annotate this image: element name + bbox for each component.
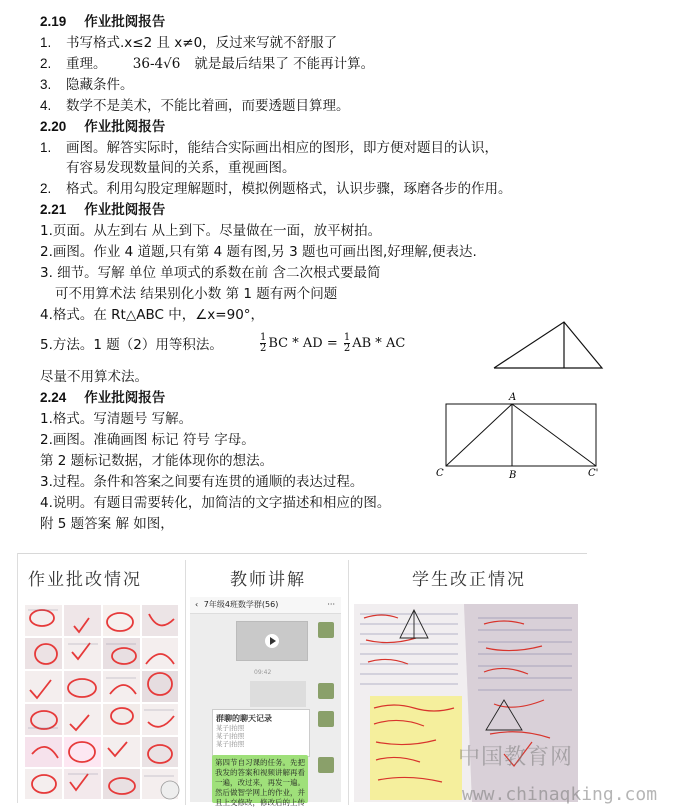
card-line: 某子|拍照 [216,740,245,748]
chat-header [190,597,341,614]
section-title-224: 2.24 作业批阅报告 [40,390,166,406]
list-item: 尽量不用算术法。 [40,369,148,385]
rect-diagonal-left [446,404,512,466]
list-item: 3.过程。条件和答案之间要有连贯的通顺的表达过程。 [40,474,364,490]
avatar [318,622,334,638]
chat-title: 7年级4班数学群(56) [203,600,279,609]
homework-collage [24,604,179,800]
watermark-text: 中国教育网 [458,745,574,770]
list-item: 4.格式。在 Rt△ABC 中，∠x=90°， [40,307,265,323]
timestamp: 09:42 [254,669,272,676]
avatar [318,683,334,699]
list-item: 1. 书写格式.x≤2 且 x≠0，反过来写就不舒服了 [40,35,338,51]
play-icon [265,634,279,648]
divider [17,553,18,803]
list-item: 2.画图。准确画图 标记 符号 字母。 [40,432,255,448]
list-item: 1.格式。写清题号 写解。 [40,411,193,427]
label-c-prime: C' [588,468,599,479]
list-item: 3. 细节。写解 单位 单项式的系数在前 含二次根式要最简 [40,265,381,281]
list-item: 4.说明。有题目需要转化，加简洁的文字描述和相应的图。 [40,495,391,511]
panel-title-student: 学生改正情况 [412,570,526,590]
section-title-219: 2.19 作业批阅报告 [40,14,166,30]
video-thumbnail [236,621,308,661]
card-title: 群聊的聊天记录 [216,714,272,723]
card-line: 某子|拍照 [216,724,245,732]
list-item: 3. 隐藏条件。 [40,77,134,93]
list-item: 2. 格式。利用勾股定理解题时，模拟例题格式，认识步骤，琢磨各步的作用。 [40,181,512,197]
rect-diagonal-right [512,404,596,466]
chat-screenshot [190,597,341,807]
list-item-continuation: 可不用算术法 结果别化小数 第 1 题有两个问题 [55,286,338,302]
card-line: 某子|拍照 [216,732,245,740]
formula: $\frac{1}{2}$ BC * AD = $\frac{1}{2}$ AB * AC [260,332,406,354]
math-expression: 36-4√6 [132,56,181,72]
list-item: 2.画图。作业 4 道题,只有第 4 题有图,另 3 题也可画出图,好理解,便表达. [40,244,477,260]
divider [348,560,349,805]
more-icon: ··· [327,600,335,609]
avatar [318,711,334,727]
panel-title-grading: 作业批改情况 [28,570,142,590]
panel-title-teacher: 教师讲解 [230,570,306,590]
section-title-220: 2.20 作业批阅报告 [40,119,166,135]
list-item: 2. 重理。 36-4√6 就是最后结果了 不能再计算。 [40,56,375,72]
graded-homework-photo [24,604,179,800]
label-b: B [509,470,517,481]
divider [17,553,587,554]
list-item-continuation: 有容易发现数量间的关系，重视画图。 [66,160,296,176]
list-item: 1. 画图。解答实际时，能结合实际画出相应的图形，即方便对题目的认识， [40,140,498,156]
triangle-figure [492,318,604,372]
list-item: 5.方法。1 题（2）用等积法。 [40,337,223,353]
watermark-url: www.chinaqking.com [462,784,658,805]
label-c: C [436,468,444,479]
list-item: 4. 数学不是美术，不能比着画，而要透题目算理。 [40,98,350,114]
triangle-outline [494,322,602,368]
label-a: A [509,392,517,403]
chat-message: 第四节自习课的任务。先把我发的答案和视频讲解再看一遍，改过来，再发一遍。然后做智学网上的作业，并且上交修改，修改后的上传 [212,755,308,803]
back-icon: ‹ [195,600,199,609]
section-title-221: 2.21 作业批阅报告 [40,202,166,218]
student-correction-photo [354,604,578,802]
list-item: 1.页面。从左到右 从上到下。尽量做在一面，放平树拍。 [40,223,382,239]
rect-outline [446,404,596,466]
avatar [318,757,334,773]
list-item: 附 5 题答案 解 如图， [40,516,174,532]
chat-record-card [212,709,310,757]
list-item: 第 2 题标记数据，才能体现你的想法。 [40,453,274,469]
correction-sketch [354,604,578,802]
divider [185,560,186,805]
image-message [250,681,306,707]
rectangle-figure [432,388,608,480]
